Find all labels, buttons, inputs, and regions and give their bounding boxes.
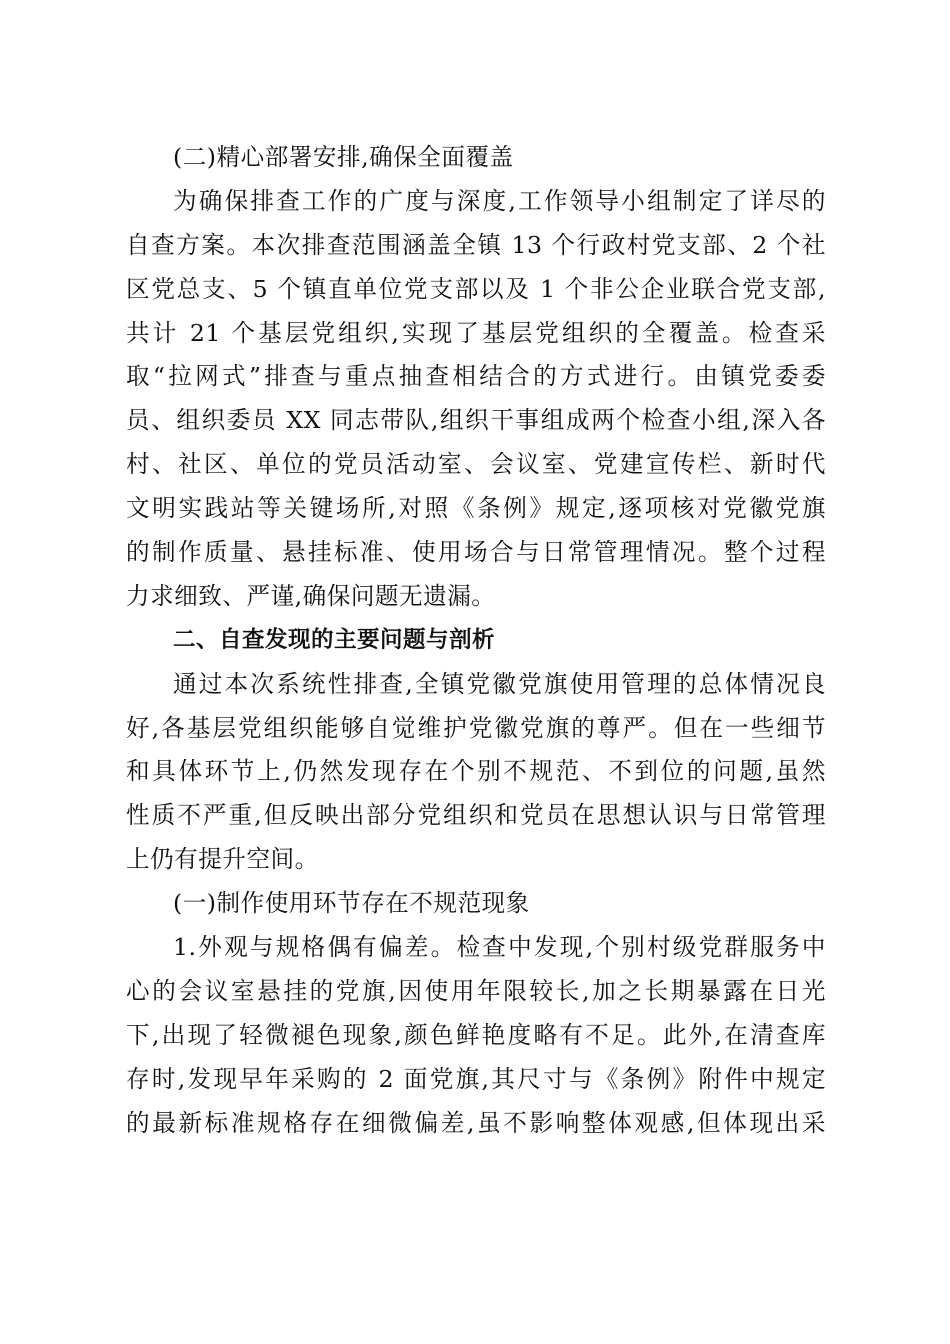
section-2-1-heading [126, 882, 826, 926]
paragraph-line: 1.外观与规格偶有偏差。检查中发现,个别村级党群服务中 [173, 933, 826, 962]
paragraph-line: 为确保排查工作的广度与深度,工作领导小组制定了详尽的 [173, 186, 826, 215]
paragraph-line: 好,各基层党组织能够自觉维护党徽党旗的尊严。但在一些细节 [126, 713, 826, 742]
heading-line: 二、自查发现的主要问题与剖析 [173, 626, 496, 653]
paragraph-line: 存时,发现早年采购的 2 面党旗,其尺寸与《条例》附件中规定 [126, 1064, 826, 1093]
paragraph-line: 区党总支、5 个镇直单位党支部以及 1 个非公企业联合党支部, [126, 274, 826, 303]
section-2-heading [126, 619, 826, 663]
paragraph-line: 自查方案。本次排查范围涵盖全镇 13 个行政村党支部、2 个社 [126, 230, 826, 259]
paragraph-line: 力求细致、严谨,确保问题无遗漏。 [126, 581, 496, 610]
paragraph-line: 通过本次系统性排查,全镇党徽党旗使用管理的总体情况良 [173, 669, 826, 698]
paragraph-line: 性质不严重,但反映出部分党组织和党员在思想认识与日常管理 [126, 801, 826, 830]
paragraph-line: 村、社区、单位的党员活动室、会议室、党建宣传栏、新时代 [126, 450, 826, 479]
paragraph-line: 上仍有提升空间。 [126, 845, 319, 874]
document-body [126, 136, 826, 1145]
subheading-line: (二)精心部署安排,确保全面覆盖 [173, 143, 514, 171]
paragraph-line: 和具体环节上,仍然发现存在个别不规范、不到位的问题,虽然 [126, 757, 826, 786]
paragraph-line: 下,出现了轻微褪色现象,颜色鲜艳度略有不足。此外,在清查库 [126, 1020, 826, 1049]
paragraph-line: 文明实践站等关键场所,对照《条例》规定,逐项核对党徽党旗 [126, 494, 826, 523]
paragraph-line: 员、组织委员 XX 同志带队,组织干事组成两个检查小组,深入各 [126, 406, 826, 435]
coverage-paragraph [126, 180, 826, 619]
subheading-line: (一)制作使用环节存在不规范现象 [173, 889, 530, 918]
overview-paragraph [126, 663, 826, 882]
paragraph-line: 取“拉网式”排查与重点抽查相结合的方式进行。由镇党委委 [126, 362, 826, 391]
section-2-2-heading [126, 136, 826, 180]
appearance-paragraph [126, 926, 826, 1145]
paragraph-line: 心的会议室悬挂的党旗,因使用年限较长,加之长期暴露在日光 [126, 976, 826, 1005]
paragraph-line: 的最新标准规格存在细微偏差,虽不影响整体观感,但体现出采 [126, 1108, 826, 1137]
paragraph-line: 的制作质量、悬挂标准、使用场合与日常管理情况。整个过程 [126, 538, 826, 567]
paragraph-line: 共计 21 个基层党组织,实现了基层党组织的全覆盖。检查采 [126, 318, 826, 347]
